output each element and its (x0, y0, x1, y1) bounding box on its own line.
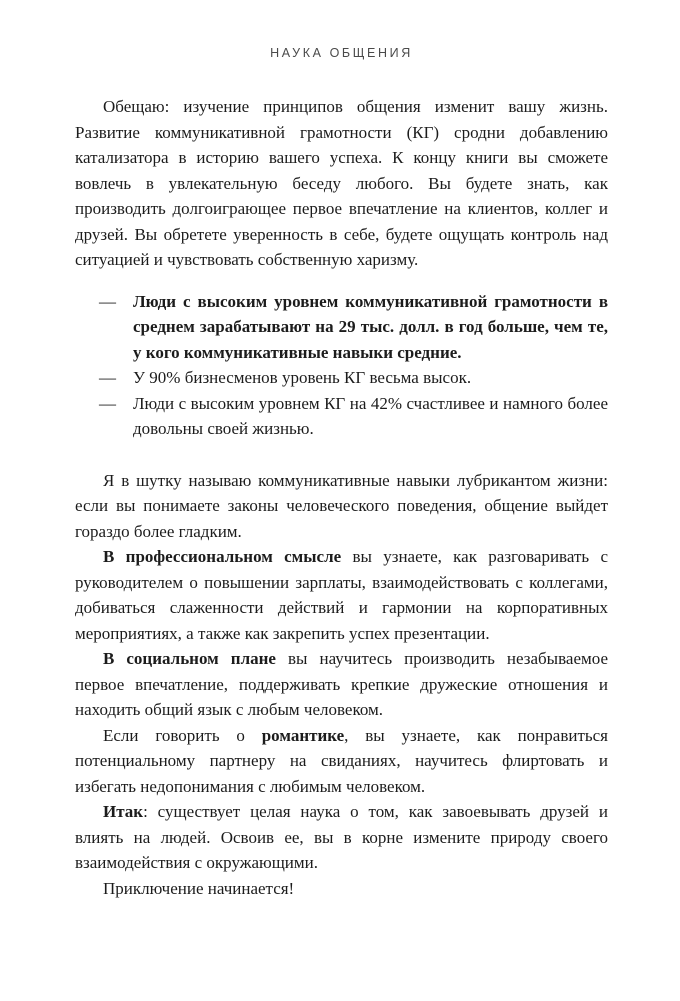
body-text-run: вы узнаете, как разговаривать с руководителем о повышении зарплаты, взаимодействовать с коллегами, добиваться слаженности действий и гармонии на корпоративных мероприятиях, а также как закрепить успех презентации. (75, 547, 608, 643)
emphasis-text: В профессиональном смысле (103, 547, 342, 566)
paragraph (75, 94, 608, 273)
body-text-run: Приключение начинается! (103, 878, 295, 898)
body-text-run: Если говорить о (103, 725, 262, 745)
body-text-run: : существует целая наука о том, как завоевывать друзей и влиять на людей. Освоив ее, вы в корне измените природу своего взаимодействия с окружающими. (75, 802, 608, 872)
paragraph (75, 799, 608, 876)
dash-marker: — (99, 368, 116, 387)
dash-marker: — (99, 393, 116, 413)
list-item (75, 391, 608, 442)
running-head: НАУКА ОБЩЕНИЯ (270, 46, 413, 60)
emphasis-text: Люди с высоким уровнем коммуникативной грамотности в среднем зарабатывают на 29 тыс. долл. в год больше, чем те, у кого коммуникативные навыки средние. (133, 291, 608, 362)
emphasis-text: В социальном плане (103, 649, 276, 668)
emphasis-text: романтике (261, 725, 345, 745)
list-item (75, 365, 608, 391)
page-content (75, 94, 608, 901)
dash-list (75, 289, 608, 442)
body-text-run: Обещаю: изучение принципов общения изменит вашу жизнь. Развитие коммуникативной грамотности (КГ) сродни добавлению катализатора в историю вашего успеха. К концу книги вы сможете вовлечь в увлекательную беседу любого. Вы будете знать, как производить долгоиграющее первое впечатление на клиентов, коллег и друзей. Вы обретете уверенность в себе, будете ощущать контроль над ситуацией и чувствовать собственную харизму. (75, 97, 608, 269)
emphasis-text: Итак (103, 802, 144, 821)
body-text-run: Люди с высоким уровнем КГ на 42% счастливее и намного более довольны своей жизнью. (133, 393, 608, 438)
paragraph (75, 876, 608, 902)
paragraph (75, 723, 608, 800)
paragraph (75, 544, 608, 646)
body-text-run: Я в шутку называю коммуникативные навыки лубрикантом жизни: если вы понимаете законы человеческого поведения, общение выйдет гораздо более гладким. (75, 470, 608, 541)
dash-marker: — (99, 291, 116, 311)
paragraph (75, 646, 608, 723)
list-item (75, 289, 608, 366)
body-text-run: вы научитесь производить незабываемое первое впечатление, поддерживать крепкие дружеские отношения и находить общий язык с любым человеком. (75, 649, 609, 719)
body-text-run: , вы узнаете, как понравиться потенциальному партнеру на свиданиях, научитесь флиртовать и избегать недопонимания с любимым человеком. (75, 725, 608, 796)
body-text-run: У 90% бизнесменов уровень КГ весьма высок. (133, 368, 472, 387)
paragraph (75, 468, 608, 545)
